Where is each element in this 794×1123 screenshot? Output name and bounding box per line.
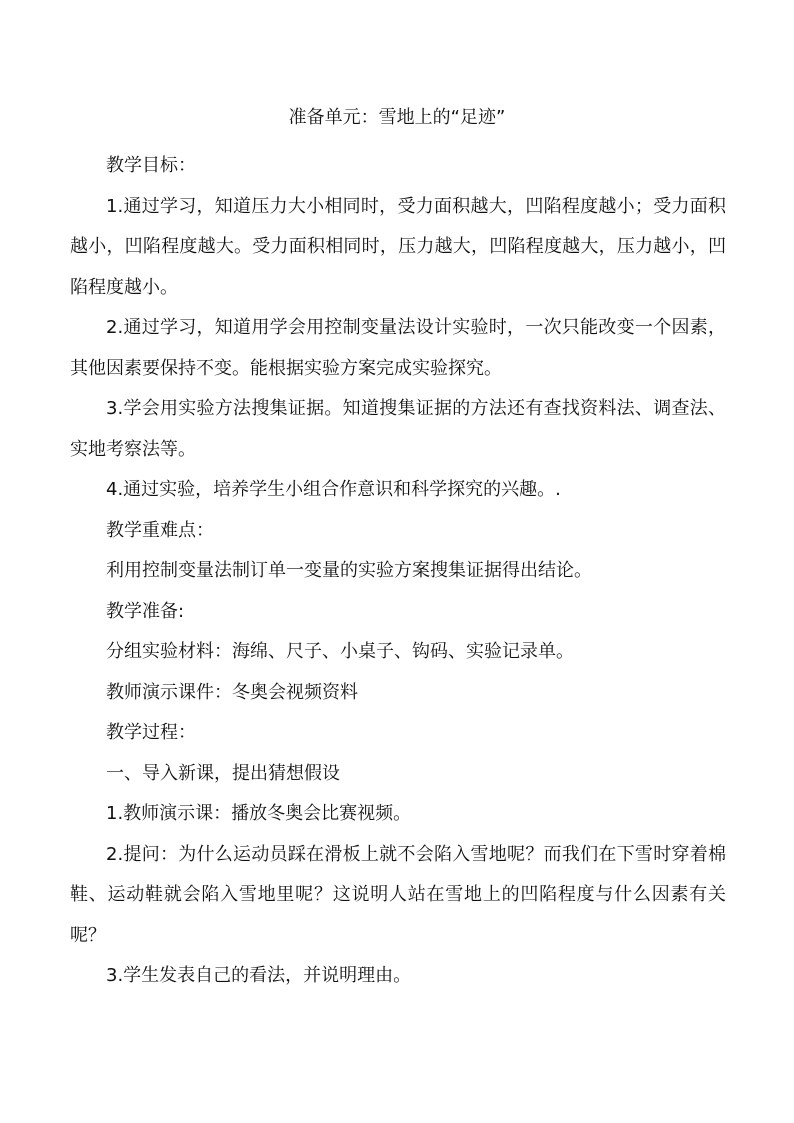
group-materials: 分组实验材料：海绵、尺子、小桌子、钩码、实验记录单。 xyxy=(106,641,574,662)
document-body xyxy=(70,146,726,997)
teacher-courseware: 教师演示课件：冬奥会视频资料 xyxy=(106,681,358,703)
key-points-text: 利用控制变量法制订单一变量的实验方案搜集证据得出结论。 xyxy=(106,560,592,581)
section-heading-key-points: 教学重难点： xyxy=(106,519,214,541)
process-step-3: 3.学生发表自己的看法，并说明理由。 xyxy=(106,965,412,986)
objective-3: 3.学会用实验方法搜集证据。知道搜集证据的方法还有查找资料法、调查法、实地考察法等。 xyxy=(70,398,726,460)
objective-1: 1.通过学习，知道压力大小相同时，受力面积越大，凹陷程度越小；受力面积越小，凹陷程度越大。受力面积相同时，压力越大，凹陷程度越大，压力越小，凹陷程度越小。 xyxy=(70,195,726,298)
process-step-2: 2.提问：为什么运动员踩在滑板上就不会陷入雪地呢？而我们在下雪时穿着棉鞋、运动鞋就会陷入雪地里呢？这说明人站在雪地上的凹陷程度与什么因素有关呢？ xyxy=(70,843,726,946)
document-title: 准备单元：雪地上的“足迹” xyxy=(288,107,506,128)
process-part-1-heading: 一、导入新课，提出猜想假设 xyxy=(106,762,340,784)
objective-4: 4.通过实验，培养学生小组合作意识和科学探究的兴趣。. xyxy=(106,479,561,500)
process-step-1: 1.教师演示课：播放冬奥会比赛视频。 xyxy=(106,803,412,824)
section-heading-preparation: 教学准备: xyxy=(106,600,185,622)
objective-2: 2.通过学习，知道用学会用控制变量法设计实验时，一次只能改变一个因素，其他因素要保持不变。能根据实验方案完成实验探究。 xyxy=(70,317,726,379)
section-heading-process: 教学过程： xyxy=(106,722,196,743)
section-heading-objectives: 教学目标： xyxy=(106,155,196,176)
